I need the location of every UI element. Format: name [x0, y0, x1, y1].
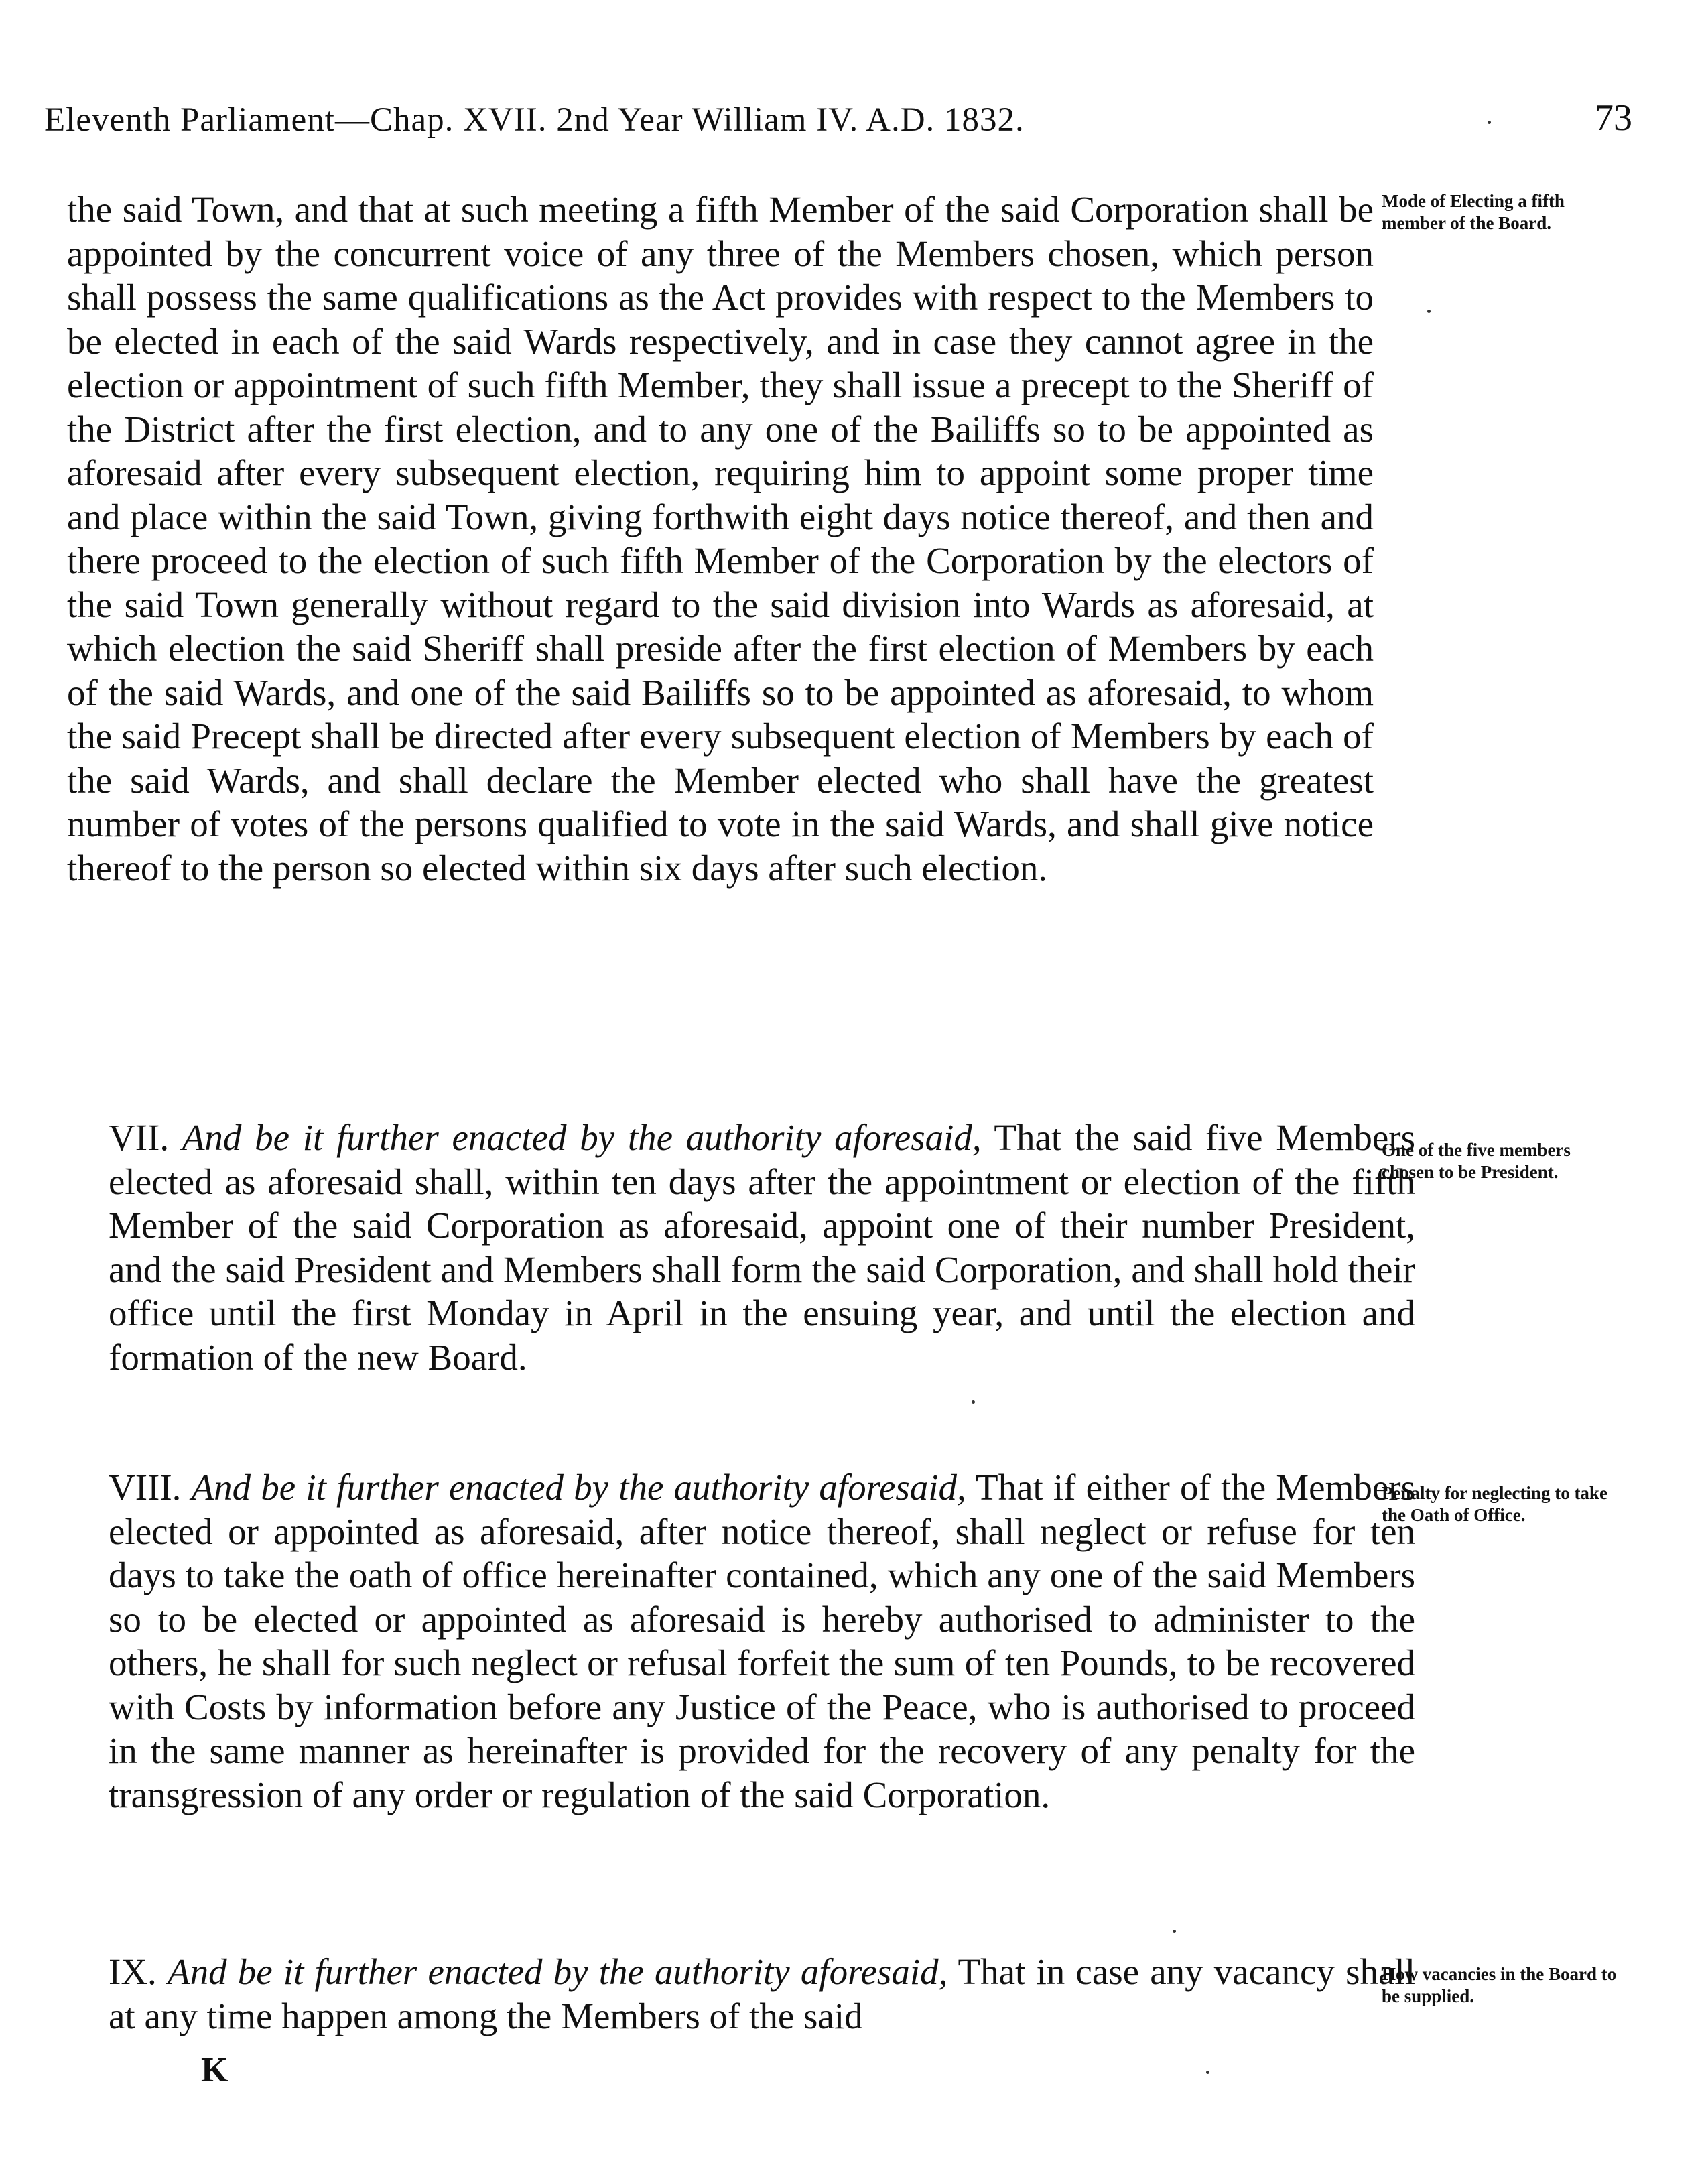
print-speck: [1488, 121, 1491, 124]
section-ix: [67, 1950, 1415, 2038]
margin-note-president: One of the five members chosen to be President.: [1382, 1140, 1571, 1182]
enacting-clause: And be it further enacted by the authority aforesaid,: [182, 1117, 982, 1158]
paragraph-continued: [67, 188, 1374, 890]
section-number: IX.: [109, 1951, 157, 1992]
page-number: 73: [1595, 97, 1632, 139]
signature-mark: K: [201, 2051, 228, 2089]
section-viii: [67, 1465, 1415, 1817]
margin-note-penalty: Penalty for neglecting to take the Oath of Office.: [1382, 1483, 1607, 1525]
print-speck: [1206, 2071, 1209, 2074]
margin-note-election-mode: Mode of Electing a fifth member of the Board.: [1382, 191, 1565, 233]
print-speck: [1427, 310, 1431, 313]
section-number: VII.: [109, 1117, 170, 1158]
enacting-clause: And be it further enacted by the authority aforesaid,: [167, 1951, 948, 1992]
print-speck: [972, 1400, 975, 1404]
section-vii: [67, 1116, 1415, 1379]
running-head: Eleventh Parliament—Chap. XVII. 2nd Year William IV. A.D. 1832.: [44, 101, 1025, 139]
section-text: That if either of the Members elected or appointed as aforesaid, after notice thereof, shall neglect or refuse for ten days to take the oath of office hereinafter contained, which any one of the said Members so to be elected or appointed as aforesaid is hereby authorised to administer to the others, he shall for such neglect or refusal forfeit the sum of ten Pounds, to be recovered with Costs by information before any Justice of the Peace, who is authorised to proceed in the same manner as hereinafter is provided for the recovery of any penalty for the transgression of any order or regulation of the said Corporation.: [109, 1467, 1415, 1815]
print-speck: [1173, 1930, 1176, 1933]
section-text: That the said five Members elected as aforesaid shall, within ten days after the appointment or election of the fifth Member of the said Corporation as aforesaid, appoint one of their number President, and the said President and Members shall form the said Corporation, and shall hold their office until the first Monday in April in the ensuing year, and until the election and formation of the new Board.: [109, 1117, 1415, 1378]
section-text: That in case any vacancy shall at any time happen among the Members of the said: [109, 1951, 1415, 2036]
enacting-clause: And be it further enacted by the authority aforesaid,: [191, 1467, 966, 1508]
section-number: VIII.: [109, 1467, 182, 1508]
paragraph-text: the said Town, and that at such meeting a fifth Member of the said Corporation shall be appointed by the concurrent voice of any three of the Members chosen, which person shall possess the same qualifications as the Act provides with respect to the Members to be elected in each of the said Wards respectively, and in case they cannot agree in the election or appointment of such fifth Member, they shall issue a precept to the Sheriff of the District after the first election, and to any one of the Bailiffs so to be appointed as aforesaid after every subsequent election, requiring him to appoint some proper time and place within the said Town, giving forthwith eight days notice thereof, and then and there proceed to the election of such fifth Member of the Corporation by the electors of the said Town generally without regard to the said division into Wards as aforesaid, at which election the said Sheriff shall preside after the first election of Members by each of the said Wards, and one of the said Bailiffs so to be appointed as aforesaid, to whom the said Precept shall be directed after every subsequent election of Members by each of the said Wards, and shall declare the Member elected who shall have the greatest number of votes of the persons qualified to vote in the said Wards, and shall give notice thereof to the person so elected within six days after such election.: [67, 189, 1374, 889]
margin-note-vacancies: How vacancies in the Board to be supplied.: [1382, 1964, 1617, 2006]
